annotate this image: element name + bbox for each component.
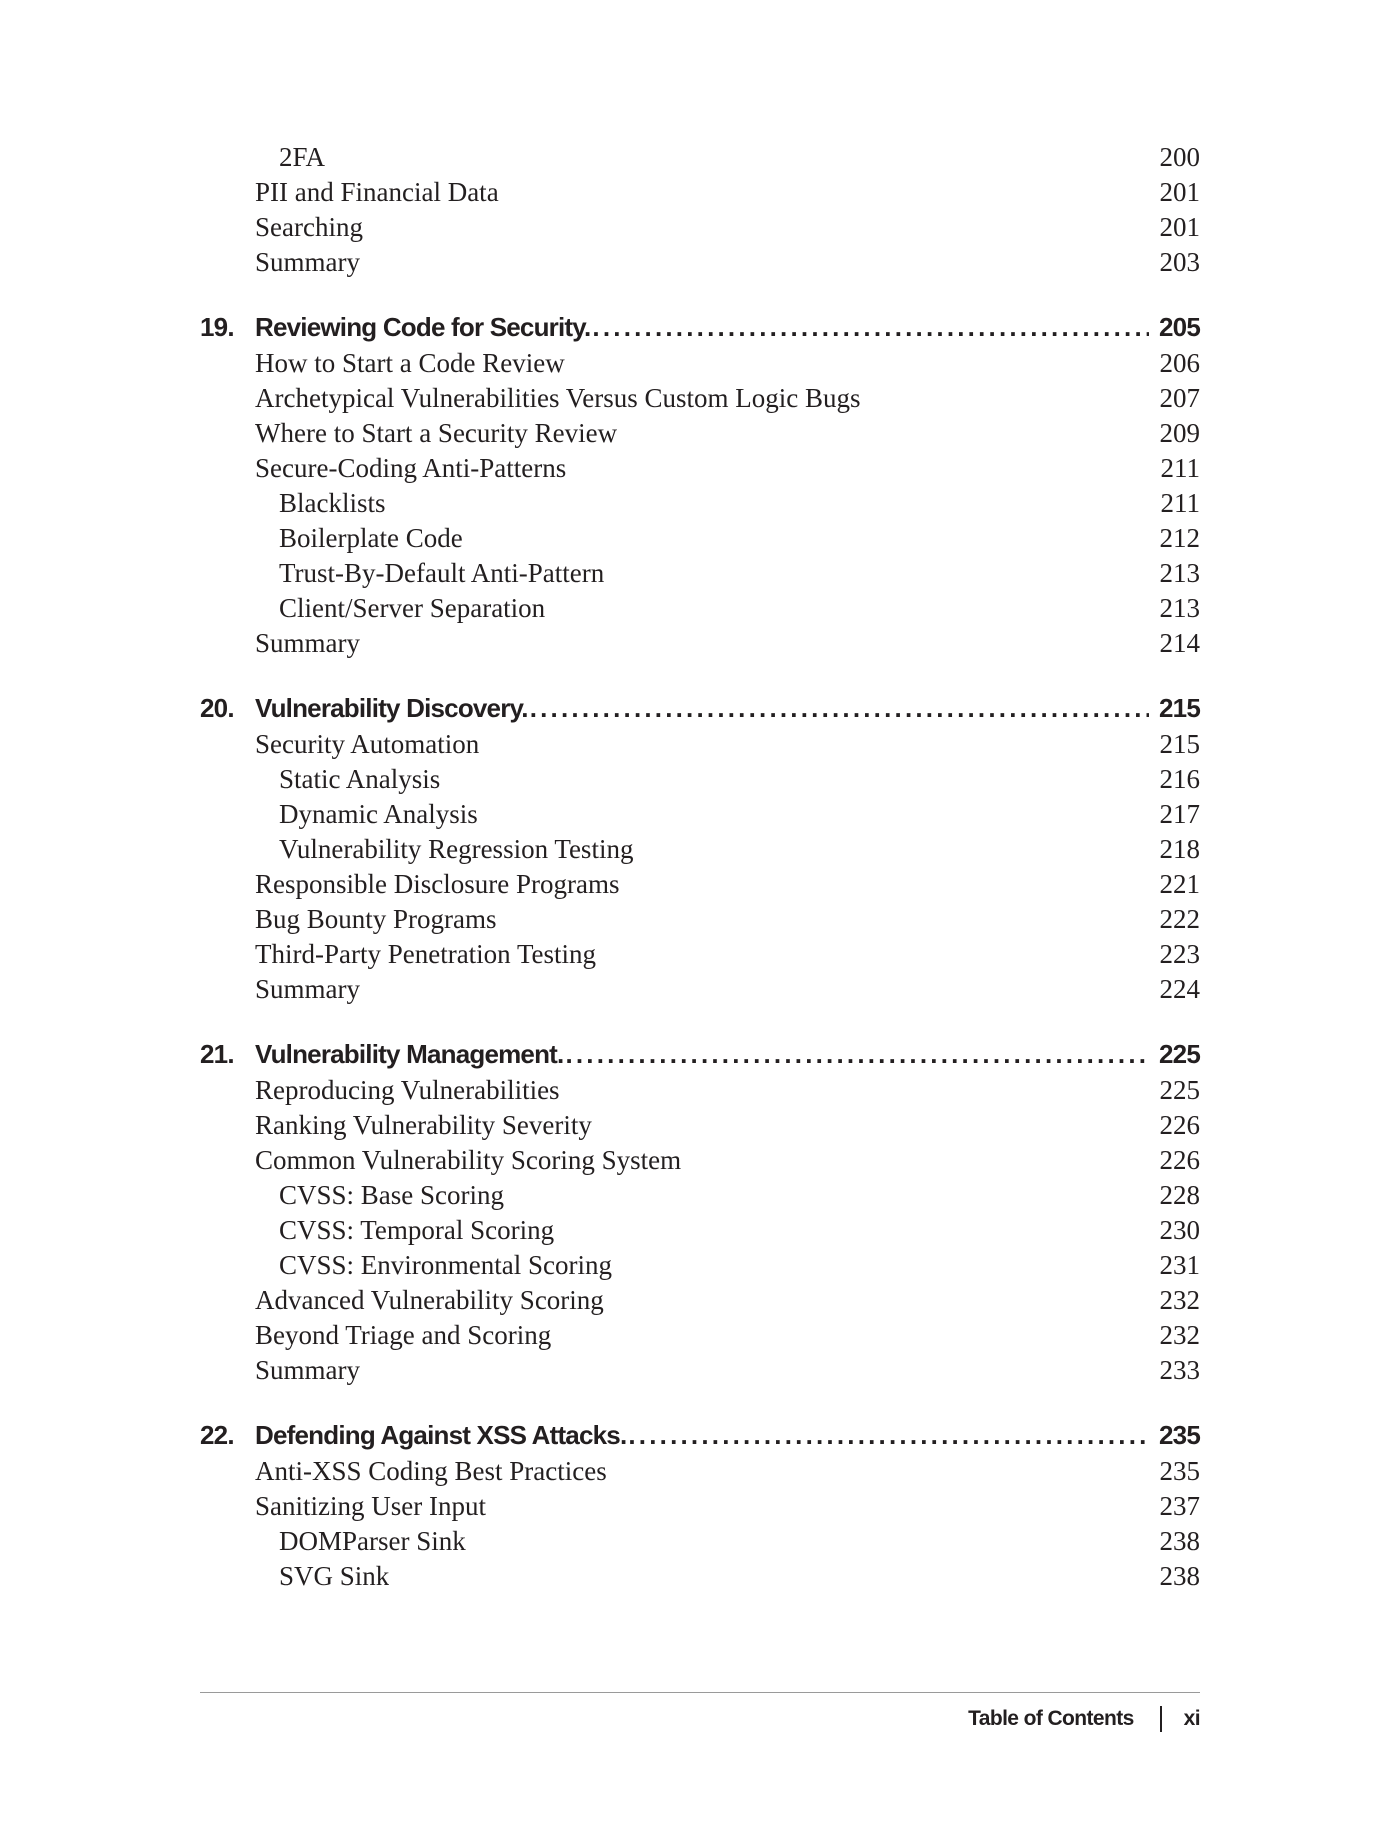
entry-title: Beyond Triage and Scoring <box>255 1320 552 1350</box>
entry-title: Static Analysis <box>279 764 441 794</box>
entry-title: Archetypical Vulnerabilities Versus Custom Logic Bugs <box>255 383 861 413</box>
dot-leader <box>590 309 1149 346</box>
entry-page-number: 226 <box>1159 1145 1200 1175</box>
chapter-number: 19. <box>200 312 234 342</box>
chapter-block <box>200 690 1200 1007</box>
entry-title: Vulnerability Regression Testing <box>279 834 634 864</box>
entry-page-number: 232 <box>1159 1285 1200 1315</box>
toc-section-entry[interactable] <box>200 727 1200 762</box>
entry-title: Client/Server Separation <box>279 593 546 623</box>
entry-page-number: 221 <box>1159 869 1200 899</box>
chapter-heading[interactable] <box>200 309 1200 346</box>
entry-page-number: 214 <box>1159 628 1200 658</box>
toc-section-entry[interactable] <box>200 245 1200 280</box>
dot-leader <box>563 1036 1149 1073</box>
entry-title: Sanitizing User Input <box>255 1491 486 1521</box>
footer-page-number: xi <box>1183 1707 1200 1730</box>
entry-title: Common Vulnerability Scoring System <box>255 1145 682 1175</box>
entry-title: Where to Start a Security Review <box>255 418 618 448</box>
toc-section-entry[interactable] <box>200 346 1200 381</box>
entry-title: Summary <box>255 1355 360 1385</box>
footer-label: Table of Contents <box>968 1707 1134 1730</box>
chapter-continuation <box>200 140 1200 280</box>
toc-subsection-entry[interactable] <box>200 762 1200 797</box>
entry-title: Dynamic Analysis <box>279 799 478 829</box>
entry-title: Advanced Vulnerability Scoring <box>255 1285 604 1315</box>
toc-section-entry[interactable] <box>200 175 1200 210</box>
entry-title: Third-Party Penetration Testing <box>255 939 597 969</box>
toc-section-entry[interactable] <box>200 1143 1200 1178</box>
toc-section-entry[interactable] <box>200 1489 1200 1524</box>
chapter-heading[interactable] <box>200 690 1200 727</box>
entry-title: Summary <box>255 628 360 658</box>
entry-page-number: 211 <box>1160 453 1200 483</box>
entry-page-number: 213 <box>1159 593 1200 623</box>
toc-subsection-entry[interactable] <box>200 1178 1200 1213</box>
entry-page-number: 203 <box>1159 247 1200 277</box>
chapter-page-number: 215 <box>1159 693 1200 723</box>
footer-running-head <box>968 1706 1200 1732</box>
entry-page-number: 211 <box>1160 488 1200 518</box>
entry-title: Security Automation <box>255 729 480 759</box>
toc-section-entry[interactable] <box>200 1108 1200 1143</box>
chapter-heading[interactable] <box>200 1036 1200 1073</box>
chapter-page-number: 205 <box>1159 312 1200 342</box>
entry-title: Summary <box>255 247 360 277</box>
toc-section-entry[interactable] <box>200 902 1200 937</box>
toc-subsection-entry[interactable] <box>200 556 1200 591</box>
toc-subsection-entry[interactable] <box>200 797 1200 832</box>
chapter-title: Reviewing Code for Security. <box>255 312 591 342</box>
entry-page-number: 238 <box>1159 1526 1200 1556</box>
toc-subsection-entry[interactable] <box>200 140 1200 175</box>
entry-page-number: 209 <box>1159 418 1200 448</box>
toc-section-entry[interactable] <box>200 451 1200 486</box>
chapter-block <box>200 1036 1200 1388</box>
entry-title: Searching <box>255 212 363 242</box>
chapter-number: 20. <box>200 693 234 723</box>
chapter-title: Defending Against XSS Attacks. <box>255 1420 627 1450</box>
toc-section-entry[interactable] <box>200 1318 1200 1353</box>
toc-subsection-entry[interactable] <box>200 591 1200 626</box>
entry-title: CVSS: Environmental Scoring <box>279 1250 612 1280</box>
entry-page-number: 217 <box>1159 799 1200 829</box>
entry-page-number: 206 <box>1159 348 1200 378</box>
toc-subsection-entry[interactable] <box>200 486 1200 521</box>
toc-subsection-entry[interactable] <box>200 832 1200 867</box>
toc-section-entry[interactable] <box>200 1283 1200 1318</box>
entry-page-number: 223 <box>1159 939 1200 969</box>
entry-title: 2FA <box>279 142 326 172</box>
toc-subsection-entry[interactable] <box>200 1559 1200 1594</box>
toc-section-entry[interactable] <box>200 937 1200 972</box>
footer-separator <box>1160 1706 1162 1732</box>
footer-rule <box>200 1692 1200 1693</box>
toc-section-entry[interactable] <box>200 626 1200 661</box>
chapter-heading[interactable] <box>200 1417 1200 1454</box>
entry-title: Ranking Vulnerability Severity <box>255 1110 592 1140</box>
entry-title: Responsible Disclosure Programs <box>255 869 620 899</box>
entry-page-number: 213 <box>1159 558 1200 588</box>
toc-section-entry[interactable] <box>200 416 1200 451</box>
entry-page-number: 238 <box>1159 1561 1200 1591</box>
entry-page-number: 201 <box>1159 212 1200 242</box>
toc-section-entry[interactable] <box>200 1073 1200 1108</box>
chapter-number: 22. <box>200 1420 234 1450</box>
entry-title: Summary <box>255 974 360 1004</box>
dot-leader <box>626 1417 1149 1454</box>
entry-page-number: 230 <box>1159 1215 1200 1245</box>
chapter-title: Vulnerability Management. <box>255 1039 564 1069</box>
entry-page-number: 237 <box>1159 1491 1200 1521</box>
entry-page-number: 224 <box>1159 974 1200 1004</box>
page-footer <box>200 1692 1200 1730</box>
entry-page-number: 218 <box>1159 834 1200 864</box>
toc-section-entry[interactable] <box>200 381 1200 416</box>
chapter-block <box>200 1417 1200 1594</box>
toc-subsection-entry[interactable] <box>200 1248 1200 1283</box>
entry-page-number: 231 <box>1159 1250 1200 1280</box>
table-of-contents <box>200 140 1200 1623</box>
entry-page-number: 212 <box>1159 523 1200 553</box>
toc-section-entry[interactable] <box>200 1454 1200 1489</box>
entry-title: Blacklists <box>279 488 386 518</box>
entry-page-number: 215 <box>1159 729 1200 759</box>
entry-page-number: 228 <box>1159 1180 1200 1210</box>
toc-section-entry[interactable] <box>200 867 1200 902</box>
toc-section-entry[interactable] <box>200 210 1200 245</box>
entry-title: SVG Sink <box>279 1561 390 1591</box>
chapter-page-number: 225 <box>1159 1039 1200 1069</box>
entry-page-number: 232 <box>1159 1320 1200 1350</box>
entry-page-number: 222 <box>1159 904 1200 934</box>
entry-title: Bug Bounty Programs <box>255 904 497 934</box>
entry-title: Anti-XSS Coding Best Practices <box>255 1456 607 1486</box>
entry-page-number: 200 <box>1159 142 1200 172</box>
entry-title: PII and Financial Data <box>255 177 499 207</box>
chapter-page-number: 235 <box>1159 1420 1200 1450</box>
entry-page-number: 225 <box>1159 1075 1200 1105</box>
entry-title: CVSS: Base Scoring <box>279 1180 505 1210</box>
entry-title: How to Start a Code Review <box>255 348 565 378</box>
chapter-number: 21. <box>200 1039 234 1069</box>
toc-subsection-entry[interactable] <box>200 1213 1200 1248</box>
entry-title: DOMParser Sink <box>279 1526 466 1556</box>
entry-page-number: 233 <box>1159 1355 1200 1385</box>
entry-title: Boilerplate Code <box>279 523 463 553</box>
toc-section-entry[interactable] <box>200 972 1200 1007</box>
entry-page-number: 235 <box>1159 1456 1200 1486</box>
dot-leader <box>528 690 1149 727</box>
entry-page-number: 226 <box>1159 1110 1200 1140</box>
entry-page-number: 207 <box>1159 383 1200 413</box>
entry-title: Trust-By-Default Anti-Pattern <box>279 558 605 588</box>
chapter-block <box>200 309 1200 661</box>
entry-page-number: 216 <box>1159 764 1200 794</box>
toc-subsection-entry[interactable] <box>200 1524 1200 1559</box>
entry-title: Secure-Coding Anti-Patterns <box>255 453 567 483</box>
entry-title: CVSS: Temporal Scoring <box>279 1215 555 1245</box>
toc-section-entry[interactable] <box>200 1353 1200 1388</box>
toc-subsection-entry[interactable] <box>200 521 1200 556</box>
entry-title: Reproducing Vulnerabilities <box>255 1075 560 1105</box>
chapter-title: Vulnerability Discovery. <box>255 693 528 723</box>
entry-page-number: 201 <box>1159 177 1200 207</box>
